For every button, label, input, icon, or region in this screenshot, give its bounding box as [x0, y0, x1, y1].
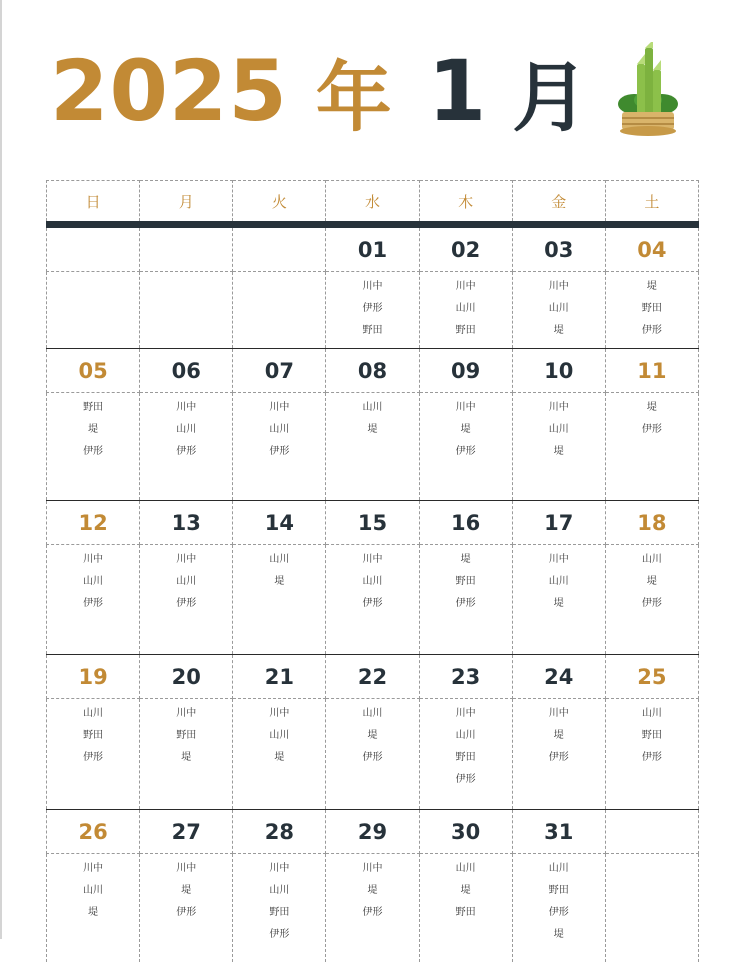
assignee-name: 川中: [140, 549, 232, 571]
assignment-row: [47, 854, 699, 962]
assignee-name: 堤: [606, 397, 698, 419]
assignee-name: 野田: [606, 725, 698, 747]
day-assignments: [233, 545, 326, 655]
assignee-name: 川中: [513, 549, 605, 571]
day-number-row: [47, 501, 699, 545]
page-edge: [0, 0, 2, 939]
assignee-name: 山川: [47, 571, 139, 593]
assignee-name: 伊形: [47, 593, 139, 615]
assignee-name: 堤: [420, 880, 512, 902]
day-assignments: [326, 854, 419, 962]
day-assignments: [47, 699, 140, 810]
assignee-name: 野田: [326, 320, 418, 342]
day-assignments: [419, 272, 512, 349]
day-number: 23: [419, 655, 512, 699]
assignee-name: 伊形: [47, 747, 139, 769]
assignee-name: 堤: [233, 747, 325, 769]
day-number: [140, 225, 233, 272]
assignee-name: 山川: [326, 703, 418, 725]
day-number: 01: [326, 225, 419, 272]
day-assignments: [326, 272, 419, 349]
day-assignments: [512, 393, 605, 501]
assignee-name: 川中: [233, 397, 325, 419]
assignee-name: 伊形: [233, 441, 325, 463]
assignee-name: 伊形: [326, 593, 418, 615]
title-year: 2025: [50, 42, 288, 140]
assignee-name: 伊形: [140, 902, 232, 924]
day-number: 08: [326, 349, 419, 393]
day-assignments: [605, 272, 698, 349]
day-number-row: [47, 655, 699, 699]
day-number-row: [47, 349, 699, 393]
assignee-name: 堤: [140, 747, 232, 769]
assignee-name: 堤: [606, 276, 698, 298]
day-number: 21: [233, 655, 326, 699]
assignee-name: 野田: [140, 725, 232, 747]
assignee-name: 山川: [47, 880, 139, 902]
day-number: 06: [140, 349, 233, 393]
day-number: 20: [140, 655, 233, 699]
day-number: 24: [512, 655, 605, 699]
day-assignments: [605, 393, 698, 501]
weekday-sun: 日: [47, 181, 140, 225]
day-number: 18: [605, 501, 698, 545]
day-number: 03: [512, 225, 605, 272]
assignee-name: 山川: [326, 397, 418, 419]
day-number: 30: [419, 810, 512, 854]
assignee-name: 堤: [513, 725, 605, 747]
day-assignments: [326, 545, 419, 655]
assignee-name: 伊形: [420, 769, 512, 791]
day-assignments: [47, 393, 140, 501]
assignee-name: 堤: [513, 593, 605, 615]
assignee-name: 伊形: [420, 441, 512, 463]
day-number: 17: [512, 501, 605, 545]
day-number: 27: [140, 810, 233, 854]
day-number: [233, 225, 326, 272]
assignee-name: 伊形: [326, 747, 418, 769]
assignee-name: 川中: [326, 276, 418, 298]
assignee-name: 堤: [420, 549, 512, 571]
day-assignments: [47, 545, 140, 655]
day-assignments: [605, 699, 698, 810]
day-number: 11: [605, 349, 698, 393]
assignee-name: 伊形: [140, 593, 232, 615]
day-assignments: [47, 854, 140, 962]
assignee-name: 堤: [140, 880, 232, 902]
weekday-wed: 水: [326, 181, 419, 225]
calendar-grid: [46, 180, 699, 939]
assignee-name: 山川: [140, 419, 232, 441]
assignee-name: 山川: [606, 549, 698, 571]
assignment-row: [47, 699, 699, 810]
assignee-name: 山川: [513, 419, 605, 441]
day-assignments: [140, 272, 233, 349]
day-assignments: [512, 699, 605, 810]
day-assignments: [140, 854, 233, 962]
assignee-name: 伊形: [606, 419, 698, 441]
assignee-name: 堤: [47, 419, 139, 441]
day-assignments: [326, 699, 419, 810]
assignee-name: 山川: [140, 571, 232, 593]
day-number: 04: [605, 225, 698, 272]
day-assignments: [419, 699, 512, 810]
day-assignments: [512, 272, 605, 349]
assignee-name: 川中: [326, 858, 418, 880]
day-assignments: [47, 272, 140, 349]
assignee-name: 山川: [47, 703, 139, 725]
title-month-suffix: 月: [512, 37, 588, 146]
assignee-name: 川中: [513, 276, 605, 298]
day-assignments: [233, 854, 326, 962]
assignment-row: [47, 393, 699, 501]
kadomatsu-icon: [612, 42, 684, 138]
assignee-name: 堤: [513, 924, 605, 946]
day-assignments: [419, 393, 512, 501]
assignee-name: 野田: [47, 725, 139, 747]
day-number: 05: [47, 349, 140, 393]
assignee-name: 伊形: [606, 320, 698, 342]
assignee-name: 川中: [233, 703, 325, 725]
assignee-name: 野田: [420, 747, 512, 769]
day-number: 19: [47, 655, 140, 699]
assignee-name: 野田: [233, 902, 325, 924]
assignee-name: 堤: [606, 571, 698, 593]
assignee-name: 堤: [513, 320, 605, 342]
assignee-name: 野田: [606, 298, 698, 320]
day-assignments: [233, 699, 326, 810]
assignee-name: 川中: [513, 397, 605, 419]
assignee-name: 川中: [233, 858, 325, 880]
day-assignments: [140, 699, 233, 810]
weekday-tue: 火: [233, 181, 326, 225]
assignee-name: 野田: [513, 880, 605, 902]
day-number: 16: [419, 501, 512, 545]
day-number: [47, 225, 140, 272]
assignee-name: 堤: [513, 441, 605, 463]
assignee-name: 川中: [420, 276, 512, 298]
assignee-name: 堤: [47, 902, 139, 924]
assignee-name: 山川: [326, 571, 418, 593]
day-assignments: [512, 854, 605, 962]
day-number: 12: [47, 501, 140, 545]
title-year-suffix: 年: [316, 37, 392, 146]
assignee-name: 山川: [233, 549, 325, 571]
assignment-row: [47, 545, 699, 655]
day-assignments: [605, 545, 698, 655]
day-number: 22: [326, 655, 419, 699]
assignee-name: 野田: [420, 902, 512, 924]
day-number: 13: [140, 501, 233, 545]
assignee-name: 伊形: [326, 298, 418, 320]
weekday-mon: 月: [140, 181, 233, 225]
day-assignments: [605, 854, 698, 962]
title-month: 1: [428, 42, 486, 140]
assignee-name: 山川: [513, 571, 605, 593]
assignee-name: 伊形: [606, 593, 698, 615]
day-assignments: [233, 393, 326, 501]
day-number-row: [47, 810, 699, 854]
day-number: 29: [326, 810, 419, 854]
assignee-name: 伊形: [326, 902, 418, 924]
assignee-name: 山川: [233, 880, 325, 902]
day-assignments: [326, 393, 419, 501]
assignee-name: 堤: [420, 419, 512, 441]
calendar-title: [50, 36, 588, 146]
assignee-name: 山川: [233, 419, 325, 441]
day-number: 10: [512, 349, 605, 393]
weekday-thu: 木: [419, 181, 512, 225]
day-number: 07: [233, 349, 326, 393]
day-number: 28: [233, 810, 326, 854]
day-number-row: [47, 225, 699, 272]
day-assignments: [140, 545, 233, 655]
day-number: 02: [419, 225, 512, 272]
assignee-name: 伊形: [420, 593, 512, 615]
assignee-name: 川中: [47, 549, 139, 571]
day-number: 26: [47, 810, 140, 854]
day-number: 09: [419, 349, 512, 393]
day-assignments: [140, 393, 233, 501]
assignee-name: 野田: [420, 571, 512, 593]
assignee-name: 伊形: [606, 747, 698, 769]
assignee-name: 伊形: [513, 902, 605, 924]
assignee-name: 山川: [606, 703, 698, 725]
assignee-name: 川中: [140, 703, 232, 725]
weeks-body: [47, 225, 699, 962]
day-assignments: [233, 272, 326, 349]
assignee-name: 山川: [233, 725, 325, 747]
assignee-name: 伊形: [140, 441, 232, 463]
day-assignments: [419, 854, 512, 962]
weekday-header-row: [47, 181, 699, 225]
weekday-fri: 金: [512, 181, 605, 225]
assignee-name: 野田: [420, 320, 512, 342]
assignee-name: 伊形: [233, 924, 325, 946]
assignee-name: 川中: [140, 397, 232, 419]
assignee-name: 山川: [513, 858, 605, 880]
assignee-name: 川中: [47, 858, 139, 880]
assignee-name: 山川: [513, 298, 605, 320]
assignee-name: 川中: [140, 858, 232, 880]
assignee-name: 川中: [326, 549, 418, 571]
day-number: 31: [512, 810, 605, 854]
assignee-name: 堤: [326, 419, 418, 441]
day-number: [605, 810, 698, 854]
assignee-name: 川中: [513, 703, 605, 725]
assignee-name: 伊形: [513, 747, 605, 769]
assignee-name: 川中: [420, 703, 512, 725]
day-number: 15: [326, 501, 419, 545]
assignee-name: 堤: [326, 725, 418, 747]
assignee-name: 川中: [420, 397, 512, 419]
assignee-name: 伊形: [47, 441, 139, 463]
assignee-name: 山川: [420, 725, 512, 747]
day-assignments: [512, 545, 605, 655]
assignee-name: 山川: [420, 858, 512, 880]
assignment-row: [47, 272, 699, 349]
day-number: 25: [605, 655, 698, 699]
assignee-name: 堤: [233, 571, 325, 593]
assignee-name: 山川: [420, 298, 512, 320]
day-number: 14: [233, 501, 326, 545]
assignee-name: 野田: [47, 397, 139, 419]
assignee-name: 堤: [326, 880, 418, 902]
weekday-sat: 土: [605, 181, 698, 225]
day-assignments: [419, 545, 512, 655]
